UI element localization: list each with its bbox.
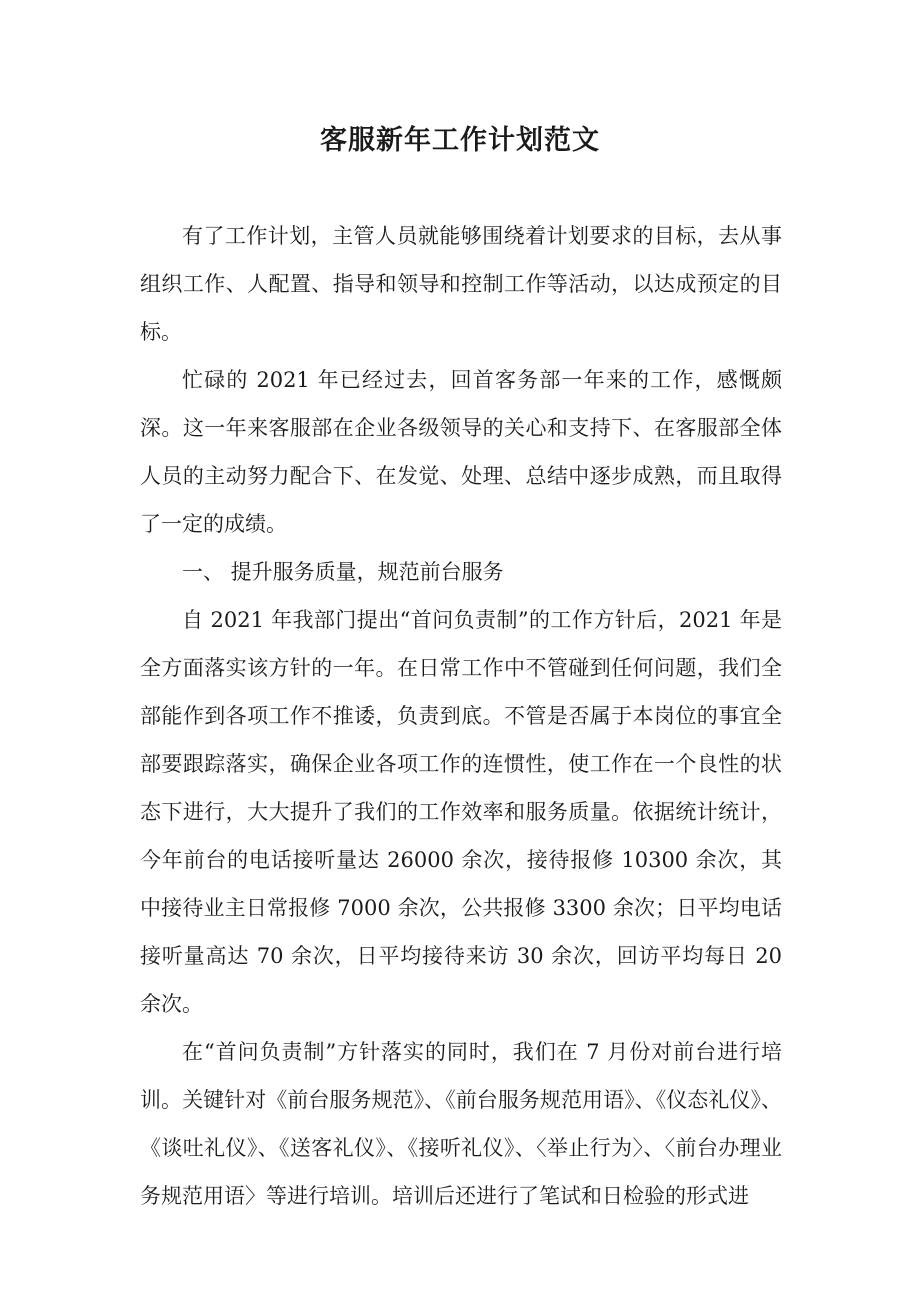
document-body: [140, 212, 782, 1220]
paragraph-intro: 有了工作计划，主管人员就能够围绕着计划要求的目标，去从事组织工作、人配置、指导和领导和控制工作等活动，以达成预定的目标。: [140, 224, 782, 344]
paragraph-review: 忙碌的 2021 年已经过去，回首客务部一年来的工作，感慨颇深。这一年来客服部在企业各级领导的关心和支持下、在客服部全体人员的主动努力配合下、在发觉、处理、总结中逐步成熟，而且取得了一定的成绩。: [140, 368, 782, 536]
document-title: 客服新年工作计划范文: [320, 125, 600, 156]
paragraph-first-responsibility: 自 2021 年我部门提出“首问负责制”的工作方针后，2021 年是全方面落实该方针的一年。在日常工作中不管碰到任何问题，我们全部能作到各项工作不推诿，负责到底。不管是否属于本岗位的事宜全部要跟踪落实，确保企业各项工作的连惯性，使工作在一个良性的状态下进行，大大提升了我们的工作效率和服务质量。依据统计统计，今年前台的电话接听量达 26000 余次，接待报修 10300 余次，其中接待业主日常报修 7000 余次，公共报修 3300 余次；日平均电话接听量高达 70 余次，日平均接待来访 30 余次，回访平均每日 20 余次。: [140, 608, 782, 1016]
paragraph-training: 在“首问负责制”方针落实的同时，我们在 7 月份对前台进行培训。关键针对《前台服务规范》、《前台服务规范用语》、《仪态礼仪》、《谈吐礼仪》、《送客礼仪》、《接听礼仪》、〈举止行为〉、〈前台办理业务规范用语〉等进行培训。培训后还进行了笔试和日检验的形式进: [140, 1040, 782, 1208]
section-heading-1: 一、 提升服务质量，规范前台服务: [182, 560, 504, 584]
